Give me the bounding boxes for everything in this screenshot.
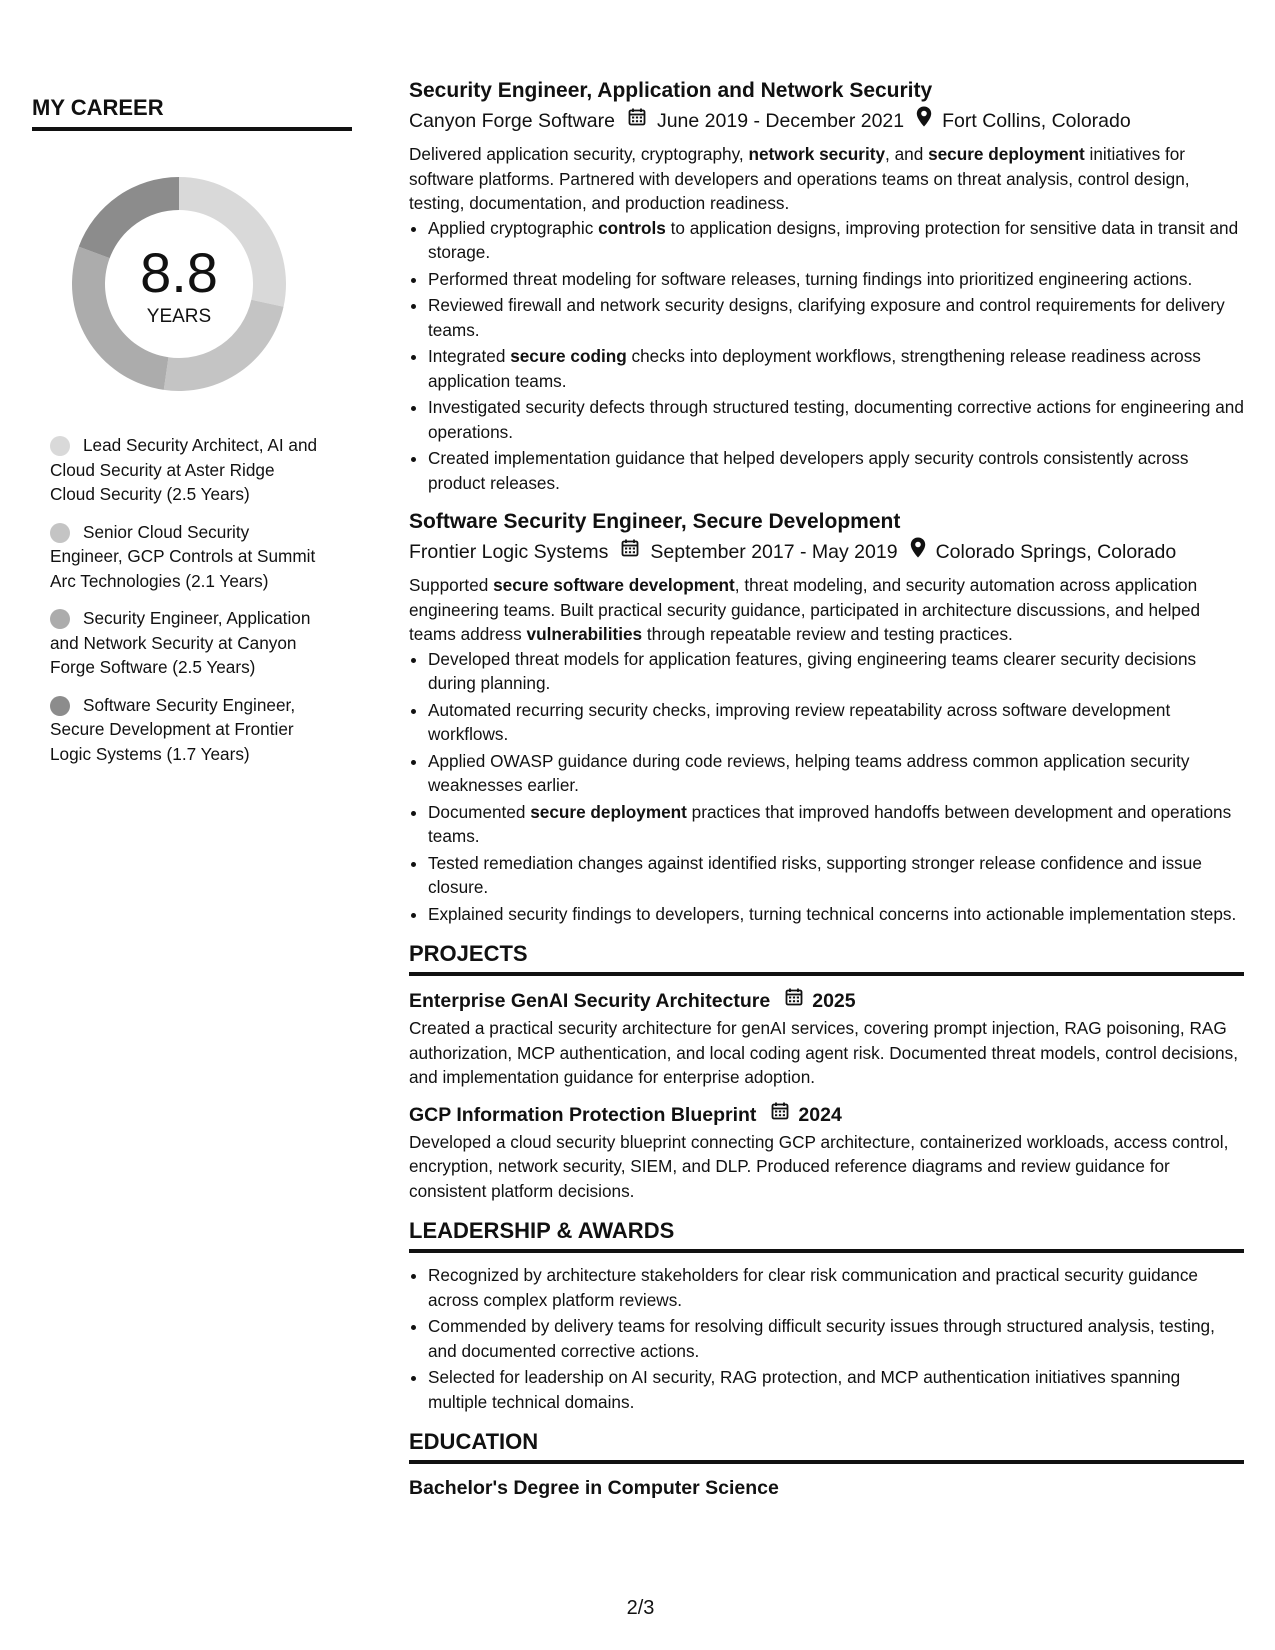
donut-center [66,171,292,397]
bullet-text: Tested remediation changes against identified risks, supporting stronger release confidence and issue closure. [428,852,1202,897]
legend-dot [50,696,70,716]
total-years-unit: YEARS [146,306,212,327]
job-bullet [428,216,1244,265]
leadership-item: • Selected for leadership on AI security, RAG protection, and MCP authentication initiatives spanning multiple technical domains. [428,1365,1244,1414]
calendar-icon [770,1100,790,1130]
highlight-text: secure deployment [530,801,687,822]
career-sidebar [32,95,352,779]
description-text: , threat modeling, and security automation across application engineering teams. Built practical security guidance, participated in architecture discussions, and helped teams address [409,575,1201,644]
bullet-text: Performed threat modeling for software releases, turning findings into prioritized engineering actions. [428,268,1193,289]
career-legend [50,433,320,766]
bullet-text: Created implementation guidance that helped developers apply security controls consistently across product releases. [428,448,1189,493]
bullet-text: Developed threat models for application features, giving engineering teams clearer security decisions during planning. [428,648,1197,693]
job-bullet [428,749,1244,798]
job-bullet [428,851,1244,900]
highlight-text: secure software development [493,575,735,595]
highlight-text: secure deployment [928,144,1085,164]
career-donut-chart [66,171,292,397]
total-years-value: 8.8 [140,241,218,304]
job-bullets [409,216,1244,496]
page-number [0,1597,1275,1620]
job-location: Fort Collins, Colorado [942,110,1131,132]
legend-dot [50,523,70,543]
description-text: Delivered application security, cryptography, [409,144,749,164]
job-company: Frontier Logic Systems [409,541,609,563]
job-dates: September 2017 - May 2019 [650,541,898,563]
job-dates: June 2019 - December 2021 [656,110,905,132]
job-bullet [428,293,1244,342]
legend-text: Lead Security Architect, AI and Cloud Security at Aster Ridge Cloud Security (2.5 Years) [50,435,318,504]
page-number-text: 2/3 [626,1597,655,1619]
career-heading: MY CAREER [32,95,352,131]
bullet-text: Applied OWASP guidance during code reviews, helping teams address common application security weaknesses earlier. [428,750,1190,795]
job-title: Software Security Engineer, Secure Development [409,510,901,533]
bullet-text: Reviewed firewall and network security designs, clarifying exposure and control requirements for delivery teams. [428,295,1225,340]
legend-item [50,433,320,507]
legend-text: Software Security Engineer, Secure Development at Frontier Logic Systems (1.7 Years) [50,694,296,764]
bullet-text: Integrated [428,346,511,366]
project-title-row [409,986,1244,1016]
project-title: Enterprise GenAI Security Architecture [409,990,771,1012]
job-bullet [428,344,1244,393]
bullet-text: Documented [428,801,531,822]
leadership-item: • Commended by delivery teams for resolving difficult security issues through structured analysis, testing, and documented corrective actions. [428,1314,1244,1363]
projects-list [409,986,1244,1203]
description-text: , and [885,144,929,164]
job-bullet [428,698,1244,747]
bullet-text: Explained security findings to developers, turning technical concerns into actionable implementation steps. [428,903,1237,924]
projects-heading: PROJECTS [409,940,1244,976]
job-meta [409,537,1244,567]
calendar-icon [784,986,804,1016]
project-description: Created a practical security architecture for genAI services, covering prompt injection, RAG poisoning, RAG authorization, MCP authentication, and local coding agent risk. Documented threat models, control decisions, and implementation guidance for enterprise adoption. [409,1018,1238,1087]
bullet-text: checks into deployment workflows, strengthening release readiness across application teams. [428,346,1201,391]
bullet-text: to application designs, improving protection for sensitive data in transit and storage. [428,217,1239,262]
job-location: Colorado Springs, Colorado [935,541,1177,563]
legend-text: Security Engineer, Application and Network Security at Canyon Forge Software (2.5 Years) [50,608,311,677]
job-company: Canyon Forge Software [409,110,615,132]
legend-dot [50,436,70,456]
bullet-text: practices that improved handoffs between development and operations teams. [428,801,1232,846]
calendar-icon [627,106,647,136]
job-bullet [428,647,1244,696]
project-year: 2025 [812,990,856,1012]
project-year: 2024 [798,1103,842,1126]
experience-list [409,76,1244,926]
calendar-icon [620,537,640,567]
description-text: through repeatable review and testing practices. [642,624,1013,644]
legend-item [50,693,320,767]
legend-dot [50,609,70,629]
highlight-text: vulnerabilities [526,624,643,644]
bullet-text: Applied cryptographic [428,217,599,238]
location-pin-icon [916,106,932,136]
job-bullet [428,267,1244,292]
project-description: Developed a cloud security blueprint connecting GCP architecture, containerized workloads, access control, encryption, network security, SIEM, and DLP. Produced reference diagrams and review guidance for consistent platform decisions. [409,1131,1229,1201]
leadership-item: • Recognized by architecture stakeholders for clear risk communication and practical security guidance across complex platform reviews. [428,1263,1244,1312]
project-title-row [409,1100,1244,1130]
job-description [409,142,1244,216]
legend-text: Senior Cloud Security Engineer, GCP Controls at Summit Arc Technologies (2.1 Years) [50,521,316,591]
bullet-text: Automated recurring security checks, improving review repeatability across software development workflows. [428,699,1171,744]
legend-item [50,606,320,680]
highlight-text: network security [748,144,886,164]
project-title: GCP Information Protection Blueprint [409,1103,757,1126]
job-meta [409,106,1244,136]
leadership-heading: LEADERSHIP & AWARDS [409,1217,1244,1253]
highlight-text: controls [598,217,666,238]
location-pin-icon [910,537,926,567]
education-heading: EDUCATION [409,1428,1244,1464]
job-bullet [428,395,1244,444]
leadership-list [409,1263,1244,1414]
job-description [409,573,1244,647]
legend-item [50,520,320,594]
description-text: Supported [409,575,494,595]
main-content [409,76,1244,1502]
job-title: Security Engineer, Application and Network Security [409,79,933,102]
job-bullet [428,902,1244,927]
degree-title: Bachelor's Degree in Computer Science [409,1477,779,1499]
description-text: initiatives for software platforms. Partnered with developers and operations teams on threat analysis, control design, testing, documentation, and production readiness. [409,144,1190,213]
highlight-text: secure coding [510,346,627,366]
job-bullets [409,647,1244,927]
job-bullet [428,446,1244,495]
job-bullet [428,800,1244,849]
bullet-text: Investigated security defects through structured testing, documenting corrective actions for engineering and operations. [428,397,1244,442]
